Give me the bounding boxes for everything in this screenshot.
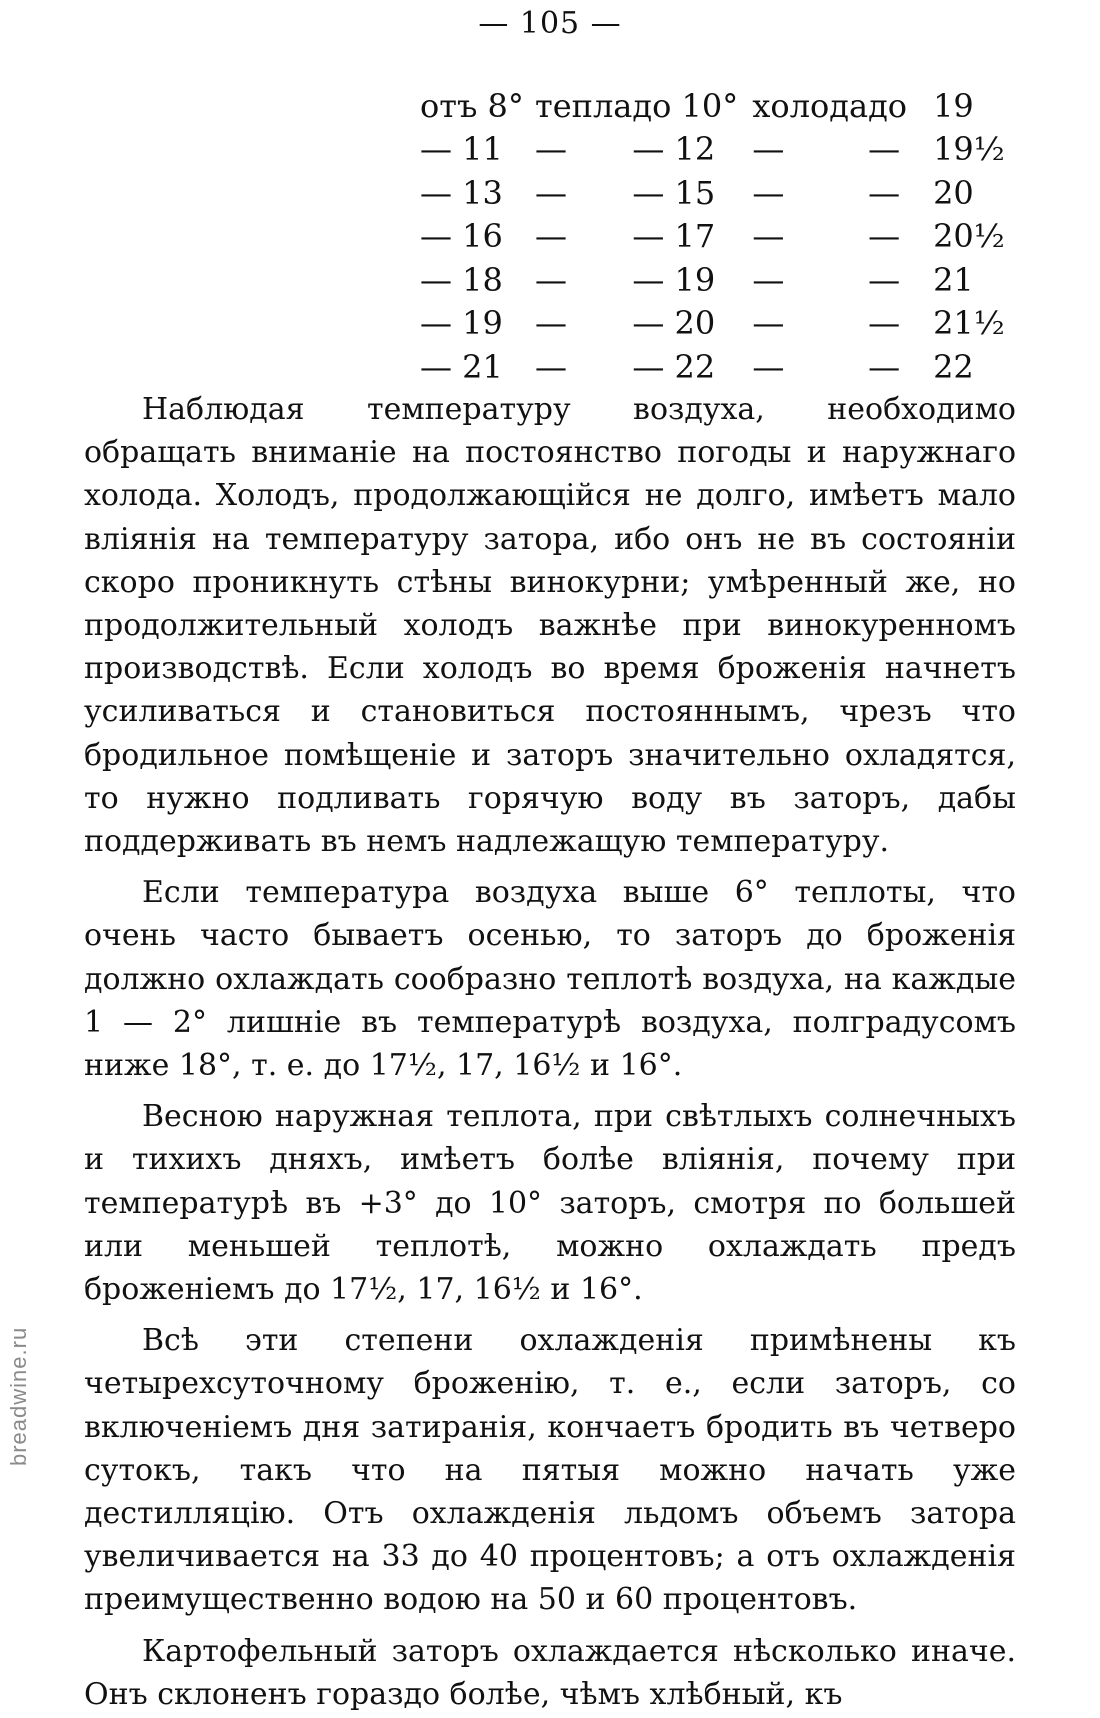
table-cell: отъ 8° (420, 86, 524, 125)
table-cell: — 12 (632, 130, 716, 169)
table-cell: холода (752, 86, 869, 125)
table-cell: — 18 (420, 260, 503, 299)
table-row (420, 215, 1023, 259)
table-cell: 20½ (933, 217, 1005, 256)
table-cell: — (868, 260, 901, 299)
table-cell: — 20 (632, 304, 716, 343)
table-cell: — 19 (420, 304, 503, 343)
table-cell: — (752, 347, 785, 386)
page-number: — 105 — (478, 6, 622, 41)
paragraph: Картофельный заторъ охлаждается нѣсколько иначе. Онъ склоненъ гораздо болѣе, чѣмъ хлѣбный, къ (84, 1633, 1016, 1712)
table-cell: — (535, 130, 567, 169)
body-text (84, 388, 1016, 1716)
table-cell: — (868, 217, 901, 256)
table-cell: — (752, 173, 785, 212)
table-cell: 22 (933, 347, 974, 386)
table-cell: — (535, 304, 567, 343)
table-cell: до 10° (632, 86, 739, 125)
table-cell: до (868, 86, 908, 125)
table-cell: — (868, 173, 901, 212)
table-cell: — 21 (420, 347, 503, 386)
table-row (420, 128, 1023, 172)
table-row (420, 345, 1023, 389)
paragraph: Наблюдая температуру воздуха, необходимо обращать вниманіе на постоянство погоды и наружнаго холода. Холодъ, продолжающійся не долго, имѣетъ мало вліянія на температуру затора, ибо онъ не въ состояніи скоро проникнуть стѣны винокурни; умѣренный же, но продолжительный холодъ важнѣе при винокуренномъ производствѣ. Если холодъ во время броженія начнетъ усиливаться и становиться постояннымъ, чрезъ что бродильное помѣщеніе и заторъ значительно охладятся, то нужно подливать горячую воду въ заторъ, дабы поддерживать въ немъ надлежащую температуру. (84, 392, 1016, 860)
table-cell: — (535, 260, 567, 299)
table-cell: — 22 (632, 347, 716, 386)
table-cell: — (535, 347, 567, 386)
table-cell: — 11 (420, 130, 503, 169)
table-cell: — (752, 304, 785, 343)
table-cell: — 17 (632, 217, 716, 256)
table-row (420, 84, 1023, 128)
table-cell: 19½ (933, 130, 1005, 169)
table-cell: — (535, 173, 567, 212)
paragraph: Весною наружная теплота, при свѣтлыхъ солнечныхъ и тихихъ дняхъ, имѣетъ болѣе вліянія, почему при температурѣ въ +3° до 10° заторъ, смотря по большей или меньшей теплотѣ, можно охлаждать предъ броженіемъ до 17½, 17, 16½ и 16°. (84, 1099, 1016, 1308)
table-cell: — (868, 130, 901, 169)
table-cell: — 16 (420, 217, 503, 256)
table-cell: 20 (933, 173, 974, 212)
table-row (420, 258, 1023, 302)
table-cell: — (868, 304, 901, 343)
table-cell: — 15 (632, 173, 716, 212)
table-cell: — (752, 260, 785, 299)
table-row (420, 171, 1023, 215)
table-cell: — (535, 217, 567, 256)
table-cell: — (752, 217, 785, 256)
table-cell: 19 (933, 86, 974, 125)
table-row (420, 302, 1023, 346)
table-cell: тепла (535, 86, 633, 125)
temperature-table (420, 84, 1023, 389)
table-cell: 21 (933, 260, 974, 299)
table-cell: — 13 (420, 173, 503, 212)
paragraph: Если температура воздуха выше 6° теплоты, что очень часто бываетъ осенью, то заторъ до броженія должно охлаждать сообразно теплотѣ воздуха, на каждые 1 — 2° лишніе въ температурѣ воздуха, полградусомъ ниже 18°, т. е. до 17½, 17, 16½ и 16°. (84, 875, 1016, 1084)
table-cell: — 19 (632, 260, 716, 299)
table-cell: — (752, 130, 785, 169)
table-cell: — (868, 347, 901, 386)
paragraph: Всѣ эти степени охлажденія примѣнены къ четырехсуточному броженію, т. е., если заторъ, со включеніемъ дня затиранія, кончаетъ бродить въ четверо сутокъ, такъ что на пятыя можно начать уже дестилляцію. Отъ охлажденія льдомъ объемъ затора увеличивается на 33 до 40 процентовъ; а отъ охлажденія преимущественно водою на 50 и 60 процентовъ. (84, 1323, 1016, 1618)
table-cell: 21½ (933, 304, 1005, 343)
watermark: breadwine.ru (6, 1326, 31, 1466)
